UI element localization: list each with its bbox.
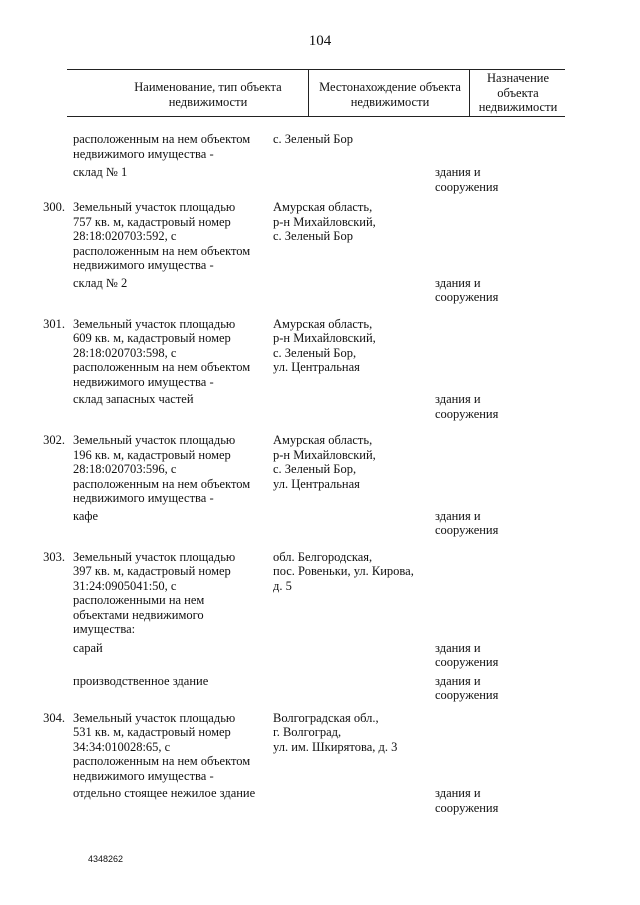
- sub-object-purpose: здания и сооружения: [435, 673, 499, 702]
- sub-object-name: сарай: [73, 640, 103, 655]
- entry-name: Земельный участок площадью 397 кв. м, кадастровый номер 31:24:0905041:50, с расположенными на нем объектами недвижимого имущества:: [73, 549, 236, 636]
- entry-number: 304.: [43, 710, 65, 725]
- sub-object-purpose: здания и сооружения: [435, 392, 499, 421]
- sub-object-name: производственное здание: [73, 673, 209, 688]
- header-location: Местонахождение объекта недвижимости: [319, 80, 461, 109]
- table-row-303: [0, 550, 640, 703]
- sub-object-purpose: здания и сооружения: [435, 165, 499, 194]
- entry-number: 302.: [43, 433, 65, 447]
- entry-location: Амурская область, р-н Михайловский, с. Зеленый Бор: [273, 200, 376, 243]
- table-row-300: [0, 200, 640, 305]
- entry-location: с. Зеленый Бор: [273, 132, 353, 146]
- sub-object-purpose: здания и сооружения: [435, 640, 499, 669]
- table-row-continuation: [0, 132, 640, 194]
- entry-name: Земельный участок площадью 196 кв. м, кадастровый номер 28:18:020703:596, с расположенным на нем объектом недвижимого имущества -: [73, 433, 251, 505]
- entry-location: Волгоградская обл., г. Волгоград, ул. им. Шкирятова, д. 3: [273, 710, 398, 754]
- entry-name: Земельный участок площадью 609 кв. м, кадастровый номер 28:18:020703:598, с расположенным на нем объектом недвижимого имущества -: [73, 316, 251, 389]
- sub-object-purpose: здания и сооружения: [435, 508, 499, 537]
- document-code: 4348262: [88, 854, 124, 864]
- header-divider-1: [308, 69, 309, 116]
- entry-name: Земельный участок площадью 757 кв. м, кадастровый номер 28:18:020703:592, с расположенным на нем объектом недвижимого имущества -: [73, 200, 251, 272]
- sub-object-name: склад № 2: [73, 275, 128, 290]
- header-name: Наименование, тип объекта недвижимости: [134, 80, 282, 109]
- header-purpose: Назначение объекта недвижимости: [478, 71, 558, 114]
- entry-location: Амурская область, р-н Михайловский, с. Зеленый Бор, ул. Центральная: [273, 316, 376, 374]
- sub-object-purpose: здания и сооружения: [435, 786, 499, 815]
- sub-object-purpose: здания и сооружения: [435, 275, 499, 304]
- header-bottom-rule: [67, 116, 565, 117]
- table-row-301: [0, 317, 640, 422]
- table-row-304: [0, 711, 640, 816]
- property-table: [0, 132, 640, 815]
- header-top-rule: [67, 69, 565, 70]
- sub-object-name: склад № 1: [73, 165, 128, 179]
- entry-location: Амурская область, р-н Михайловский, с. Зеленый Бор, ул. Центральная: [273, 433, 376, 491]
- sub-object-name: кафе: [73, 508, 99, 523]
- entry-number: 300.: [43, 200, 65, 214]
- entry-location: обл. Белгородская, пос. Ровеньки, ул. Кирова, д. 5: [273, 549, 414, 593]
- sub-object-name: отдельно стоящее нежилое здание: [73, 786, 256, 800]
- header-divider-2: [469, 69, 470, 116]
- sub-object-name: склад запасных частей: [73, 392, 194, 406]
- entry-name: Земельный участок площадью 531 кв. м, кадастровый номер 34:34:010028:65, с расположенным на нем объектом недвижимого имущества -: [73, 710, 251, 783]
- entry-number: 303.: [43, 549, 65, 564]
- entry-name: расположенным на нем объектом недвижимого имущества -: [73, 132, 251, 161]
- table-row-302: [0, 433, 640, 538]
- page-number: 104: [308, 33, 332, 49]
- entry-number: 301.: [43, 316, 65, 331]
